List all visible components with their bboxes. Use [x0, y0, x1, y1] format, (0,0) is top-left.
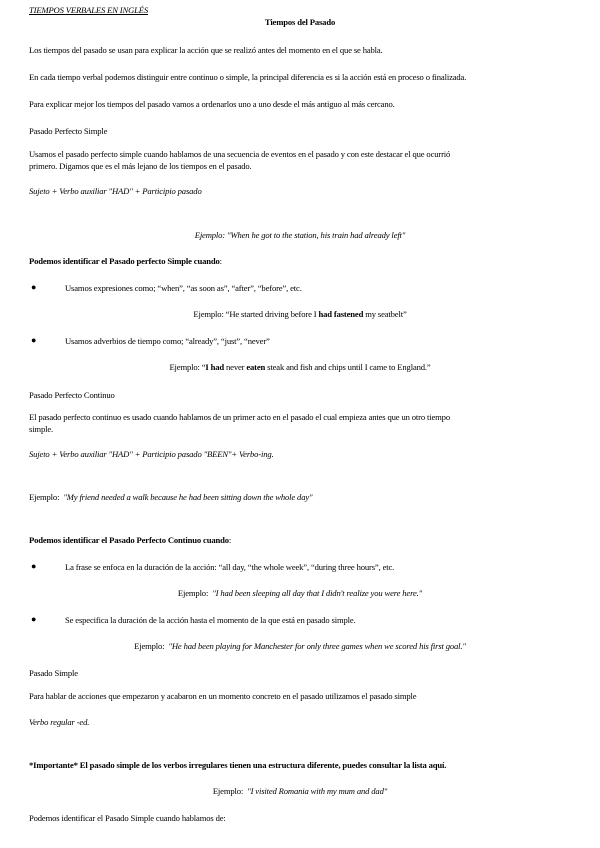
example-text: "He had been playing for Manchester for only three games when we scored his first goal."	[168, 641, 466, 651]
past-perfect-continuous-desc-line-2: simple.	[29, 424, 54, 434]
example-text: Ejemplo: “He started driving before I	[193, 309, 319, 319]
past-simple-important-note: *Importante* El pasado simple de los verbos irregulares tienen una estructura diferente, puedes consultar la lista aquí.	[29, 760, 447, 770]
past-perfect-simple-identify	[29, 255, 222, 267]
past-perfect-simple-formula: Sujeto + Verbo auxiliar "HAD" + Participio pasado	[29, 186, 202, 196]
example-text: "My friend needed a walk because he had been sitting down the whole day"	[63, 492, 313, 502]
example-text: my seatbelt”	[363, 309, 407, 319]
intro-paragraph-1: Los tiempos del pasado se usan para explicar la acción que se realizó antes del momento en el que se habla.	[29, 45, 383, 55]
intro-paragraph-2: En cada tiempo verbal podemos distinguir entre continuo o simple, la principal diferencia es si la acción está en proceso o finalizada.	[29, 72, 467, 82]
past-perfect-continuous-bullet-2: Se especifica la duración de la acción hasta el momento de la que está en pasado simple.	[65, 615, 356, 625]
example-label: Ejemplo:	[134, 641, 165, 651]
heading-past-perfect-simple: Pasado Perfecto Simple	[29, 126, 108, 136]
example-bold: had fastened	[318, 309, 364, 319]
past-perfect-continuous-bullet-1: La frase se enfoca en la duración de la acción: “all day, “the whole week”, “during three hours”, etc.	[65, 562, 395, 572]
past-perfect-simple-desc-line-1: Usamos el pasado perfecto simple cuando hablamos de una secuencia de eventos en el pasado y con este destacar el que ocurrió	[29, 149, 451, 159]
example-label: Ejemplo:	[29, 492, 60, 502]
document-title: TIEMPOS VERBALES EN INGLÉS	[29, 5, 149, 15]
past-perfect-continuous-example-1	[0, 587, 600, 599]
past-perfect-simple-desc-line-2: primero. Digamos que es el más lejano de los tiempos en el pasado.	[29, 161, 252, 171]
identify-label: Podemos identificar el Pasado perfecto Simple cuando	[29, 256, 220, 266]
past-simple-desc: Para hablar de acciones que empezaron y acabaron en un momento concreto en el pasado utilizamos el pasado simple	[29, 691, 417, 701]
past-perfect-simple-example-1	[0, 308, 600, 320]
past-perfect-simple-bullet-2: Usamos adverbios de tiempo como; “already”, “just”, “never”	[65, 336, 270, 346]
past-perfect-simple-example-2	[0, 361, 600, 373]
past-simple-formula: Verbo regular -ed.	[29, 717, 90, 727]
past-simple-identify: Podemos identificar el Pasado Simple cuando hablamos de:	[29, 813, 226, 823]
example-text: "I had been sleeping all day that I didn't realize you were here."	[212, 588, 423, 598]
example-text: Ejemplo: “	[169, 362, 206, 372]
past-perfect-continuous-formula: Sujeto + Verbo auxiliar "HAD" + Participio pasado "BEEN"+ Verbo-ing.	[29, 449, 274, 459]
past-simple-example	[0, 785, 600, 797]
example-text: "I visited Romania with my mum and dad"	[247, 786, 388, 796]
bullet-icon: ●	[31, 561, 37, 571]
past-perfect-continuous-identify	[29, 534, 231, 546]
past-perfect-simple-bullet-1: Usamos expresiones como; “when”, “as soon as”, “after”, “before”, etc.	[65, 283, 302, 293]
heading-past-simple: Pasado Simple	[29, 668, 78, 678]
identify-colon: :	[219, 256, 222, 266]
intro-paragraph-3: Para explicar mejor los tiempos del pasado vamos a ordenarlos uno a uno desde el más antiguo al más cercano.	[29, 99, 395, 109]
bullet-icon: ●	[31, 282, 37, 292]
identify-colon: :	[228, 535, 232, 545]
past-perfect-continuous-desc-line-1: El pasado perfecto continuo es usado cuando hablamos de un primer acto en el pasado el cual empieza antes que un otro tiempo	[29, 412, 450, 422]
example-text: steak and fish and chips until I came to England.”	[265, 362, 431, 372]
example-label: Ejemplo:	[212, 786, 244, 796]
past-perfect-continuous-example	[29, 491, 312, 503]
example-bold: eaten	[246, 362, 266, 372]
bullet-icon: ●	[31, 335, 37, 345]
identify-label: Podemos identificar el Pasado Perfecto Continuo cuando	[29, 535, 229, 545]
example-bold: I had	[205, 362, 225, 372]
heading-past-perfect-continuous: Pasado Perfecto Continuo	[29, 390, 115, 400]
past-perfect-continuous-example-2	[0, 640, 600, 652]
bullet-icon: ●	[31, 614, 37, 624]
example-text: never	[224, 362, 247, 372]
example-label: Ejemplo:	[177, 588, 209, 598]
section-title: Tiempos del Pasado	[264, 17, 336, 27]
past-perfect-simple-example: Ejemplo: "When he got to the station, his train had already left"	[194, 230, 406, 240]
